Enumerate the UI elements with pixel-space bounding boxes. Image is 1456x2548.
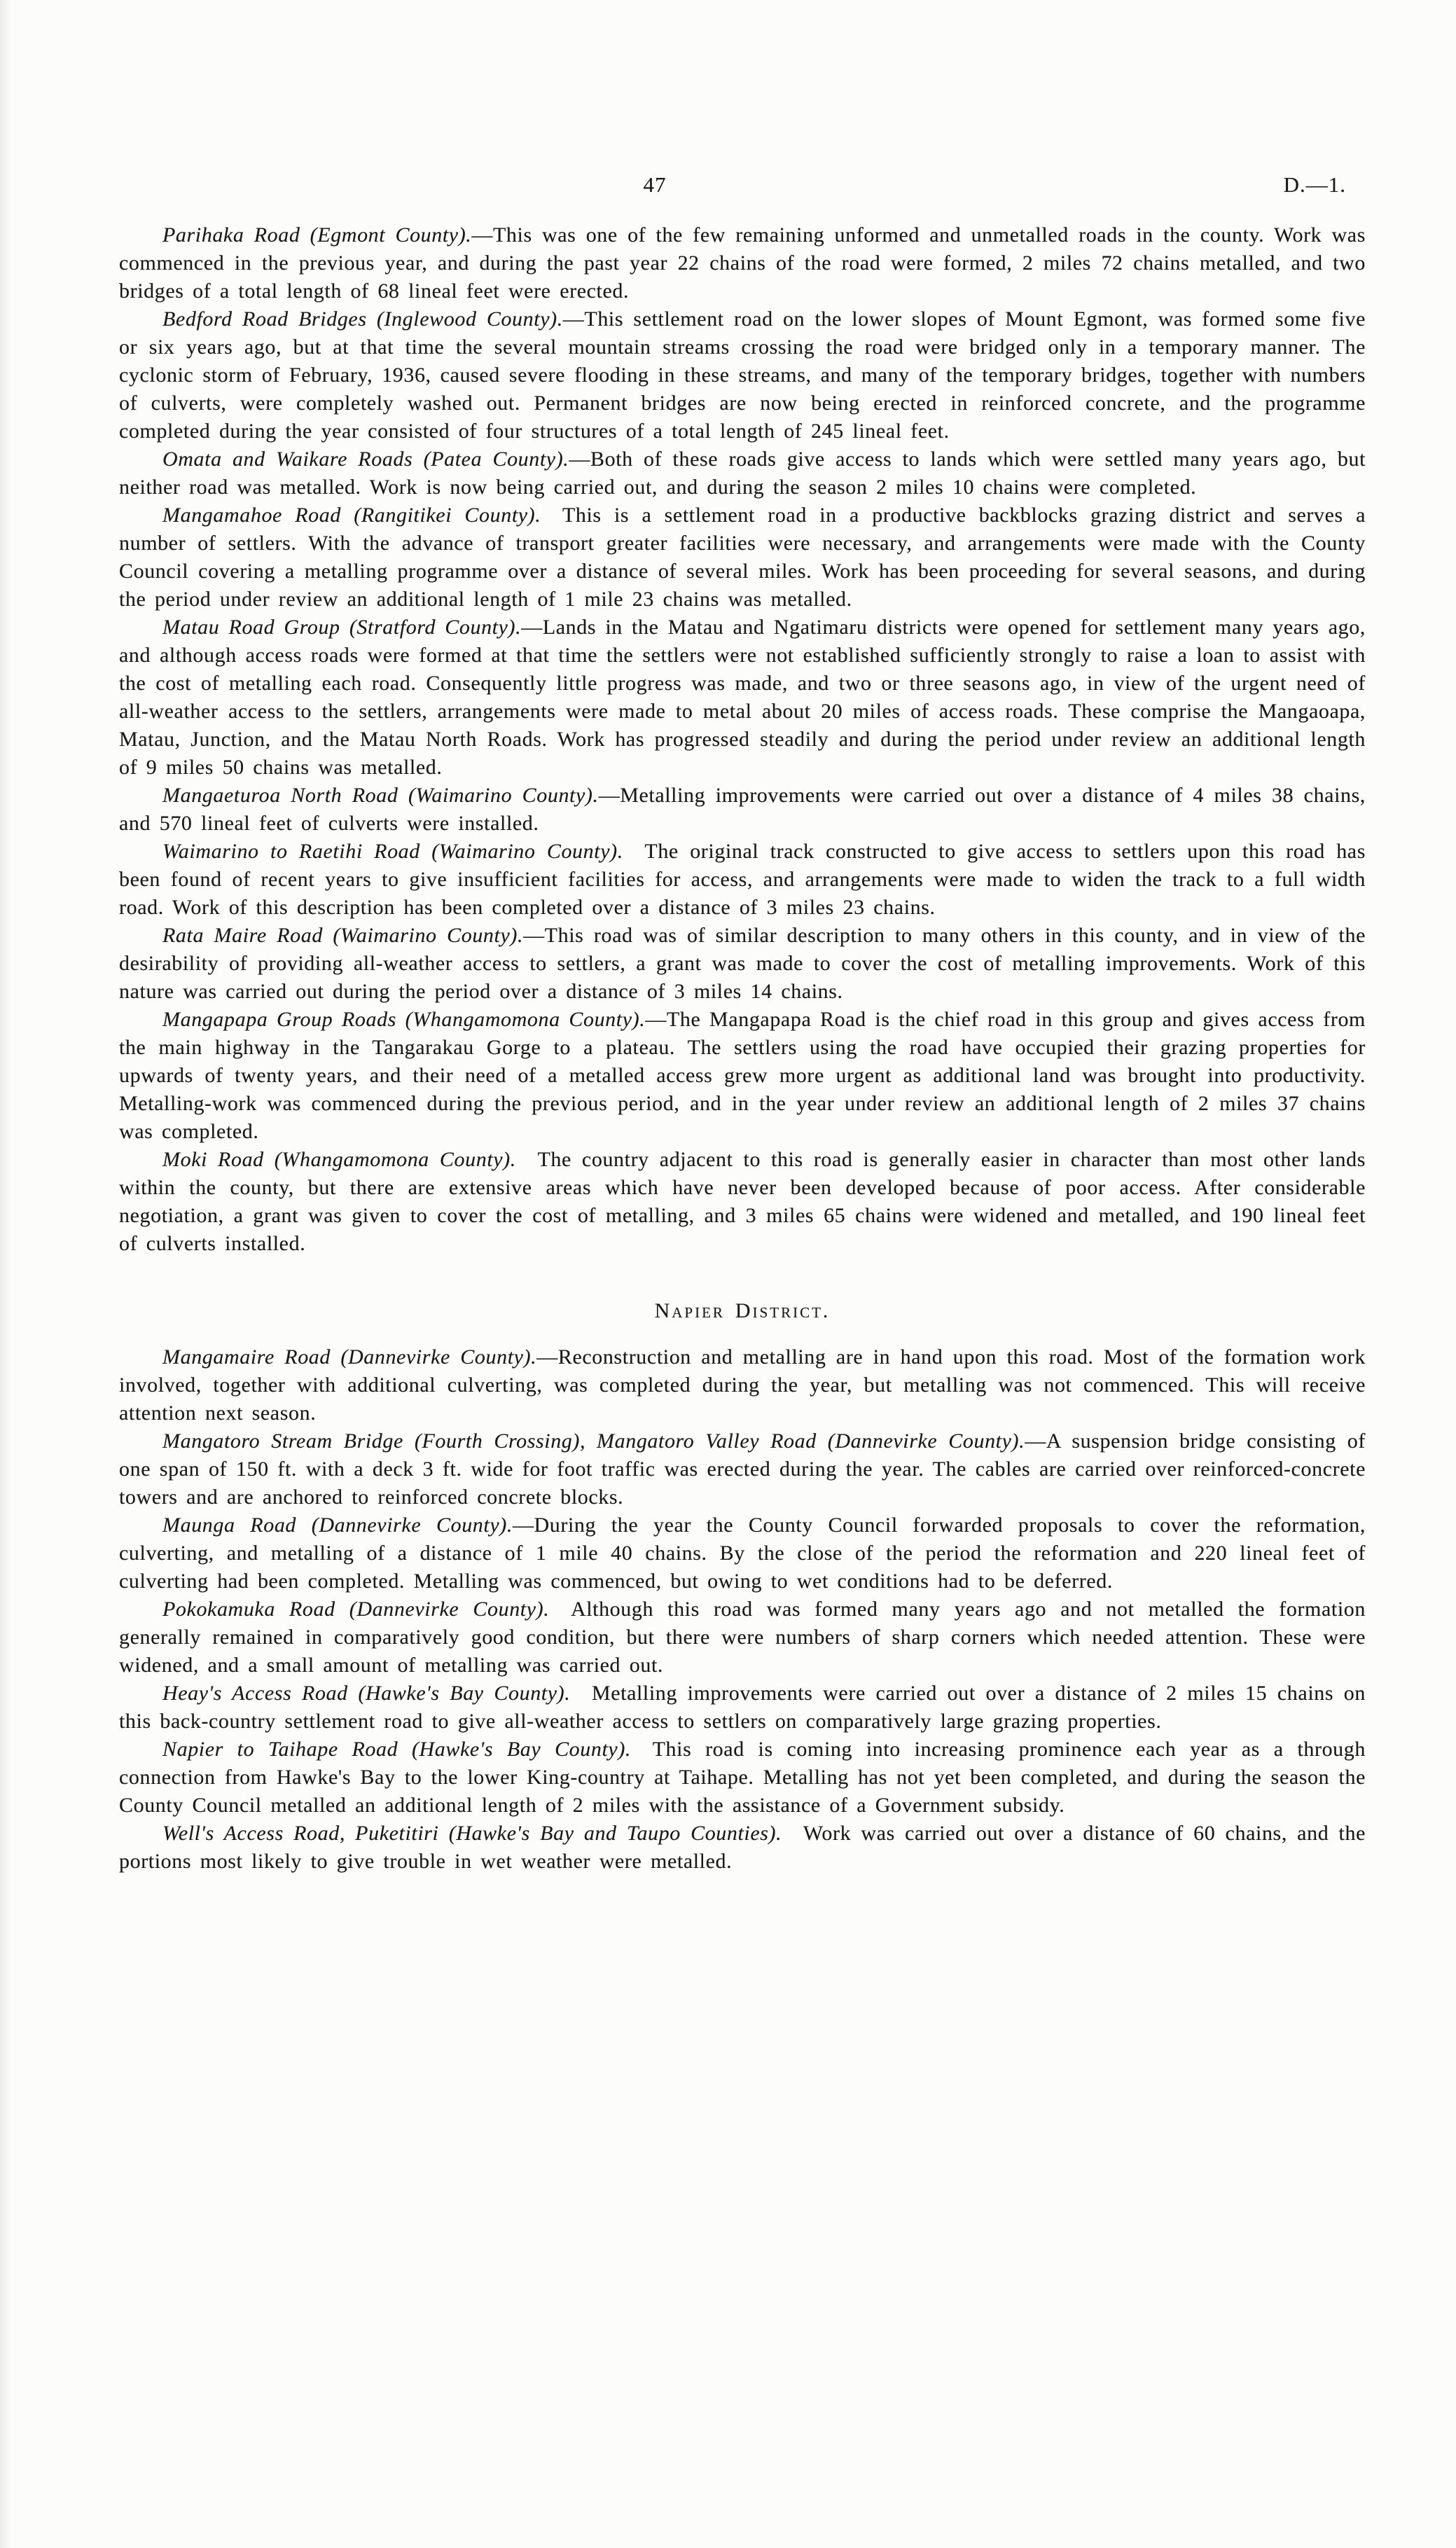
road-name-lead: Matau Road Group (Stratford County).	[162, 616, 522, 639]
road-name-lead: Omata and Waikare Roads (Patea County).	[162, 448, 569, 471]
paragraph-body: —This settlement road on the lower slopes of Mount Egmont, was formed some five or six years ago, but at that time the several mountain streams crossing the road were bridged only in a temporary manner. The cyclonic storm of February, 1936, caused severe flooding in these streams, and many of the temporary bridges, together with numbers of culverts, were completely washed out. Permanent bridges are now being erected in reinforced concrete, and the programme completed during the year consisted of four structures of a total length of 245 lineal feet.	[119, 307, 1366, 443]
paragraph-body: —Metalling improvements were carried out over a distance of 4 miles 38 chains, and 570 lineal feet of culverts were installed.	[119, 784, 1366, 835]
section-heading-napier-district: Napier District.	[654, 1299, 831, 1322]
paragraph-body: —The Mangapapa Road is the chief road in this group and gives access from the main highway in the Tangarakau Gorge to a plateau. The settlers using the road have occupied their grazing properties for upwards of twenty years, and their need of a metalled access grew more urgent as additional land was brought into productivity. Metalling-work was commenced during the previous period, and in the year under review an additional length of 2 miles 37 chains was completed.	[119, 1008, 1366, 1143]
paragraph-body: Work was carried out over a distance of 60 chains, and the portions most likely to give trouble in wet weather were metalled.	[119, 1822, 1366, 1873]
road-paragraph	[119, 1511, 1366, 1595]
road-paragraph	[119, 221, 1366, 305]
road-name-lead: Maunga Road (Dannevirke County).	[162, 1514, 513, 1537]
page-header	[119, 172, 1366, 205]
road-name-lead: Parihaka Road (Egmont County).	[162, 223, 472, 247]
road-name-lead: Mangapapa Group Roads (Whangamomona County).	[162, 1008, 646, 1031]
road-paragraph	[119, 782, 1366, 838]
paragraph-body: This is a settlement road in a productive backblocks grazing district and serves a number of settlers. With the advance of transport greater facilities were necessary, and arrangements were made with the County Council covering a metalling programme over a distance of several miles. Work has been proceeding for several seasons, and during the period under review an additional length of 1 mile 23 chains was metalled.	[119, 504, 1366, 611]
road-paragraph	[119, 1343, 1366, 1427]
road-name-lead: Mangatoro Stream Bridge (Fourth Crossing), Mangatoro Valley Road (Dannevirke County).	[162, 1429, 1025, 1453]
road-paragraph	[119, 614, 1366, 782]
road-paragraph	[119, 1595, 1366, 1680]
road-paragraph	[119, 1146, 1366, 1258]
road-name-lead: Well's Access Road, Puketitiri (Hawke's Bay and Taupo Counties).	[162, 1822, 782, 1845]
road-name-lead: Pokokamuka Road (Dannevirke County).	[162, 1598, 550, 1621]
paragraph-body: Metalling improvements were carried out over a distance of 2 miles 15 chains on this back-country settlement road to give all-weather access to settlers on comparatively large grazing properties.	[119, 1682, 1366, 1733]
paragraph-body: The country adjacent to this road is generally easier in character than most other lands within the county, but there are extensive areas which have never been developed because of poor access. After considerable negotiation, a grant was given to cover the cost of metalling, and 3 miles 65 chains were widened and metalled, and 190 lineal feet of culverts installed.	[119, 1148, 1366, 1255]
road-paragraph	[119, 1006, 1366, 1146]
road-name-lead: Mangamahoe Road (Rangitikei County).	[162, 504, 541, 527]
paragraph-body: This road is coming into increasing prominence each year as a through connection from Hawke's Bay to the lower King-country at Taihape. Metalling has not yet been completed, and during the season the County Council metalled an additional length of 2 miles with the assistance of a Government subsidy.	[119, 1738, 1366, 1817]
paragraph-body: —Reconstruction and metalling are in hand upon this road. Most of the formation work involved, together with additional culverting, was completed during the year, but metalling was not commenced. This will receive attention next season.	[119, 1345, 1366, 1425]
road-paragraph	[119, 305, 1366, 445]
road-name-lead: Moki Road (Whangamomona County).	[162, 1148, 516, 1171]
road-name-lead: Waimarino to Raetihi Road (Waimarino County).	[162, 840, 623, 863]
road-name-lead: Bedford Road Bridges (Inglewood County).	[162, 307, 563, 331]
road-name-lead: Mangamaire Road (Dannevirke County).	[162, 1345, 537, 1369]
paragraph-body: —Both of these roads give access to lands which were settled many years ago, but neither road was metalled. Work is now being carried out, and during the season 2 miles 10 chains were completed.	[119, 448, 1366, 499]
road-name-lead: Rata Maire Road (Waimarino County).	[162, 924, 524, 947]
paragraph-body: —Lands in the Matau and Ngatimaru districts were opened for settlement many years ago, and although access roads were formed at that time the settlers were not established sufficiently strongly to raise a loan to assist with the cost of metalling each road. Consequently little progress was made, and two or three seasons ago, in view of the urgent need of all-weather access to the settlers, arrangements were made to metal about 20 miles of access roads. These comprise the Mangaoapa, Matau, Junction, and the Matau North Roads. Work has progressed steadily and during the period under review an additional length of 9 miles 50 chains was metalled.	[119, 616, 1366, 779]
road-paragraph	[119, 922, 1366, 1006]
paragraph-body: —This road was of similar description to many others in this county, and in view of the desirability of providing all-weather access to settlers, a grant was made to cover the cost of metalling improvements. Work of this nature was carried out during the period over a distance of 3 miles 14 chains.	[119, 924, 1366, 1003]
road-paragraph	[119, 501, 1366, 614]
road-name-lead: Heay's Access Road (Hawke's Bay County).	[162, 1682, 571, 1705]
road-paragraph	[119, 1427, 1366, 1511]
paragraph-body: —During the year the County Council forwarded proposals to cover the reformation, culverting, and metalling of a distance of 1 mile 40 chains. By the close of the period the reformation and 220 lineal feet of culverting had been completed. Metalling was commenced, but owing to wet conditions had to be deferred.	[119, 1514, 1366, 1593]
document-body	[119, 221, 1366, 1876]
road-paragraph	[119, 838, 1366, 922]
paragraph-body: The original track constructed to give access to settlers upon this road has been found of recent years to give insufficient facilities for access, and arrangements were made to widen the track to a full width road. Work of this description has been completed over a distance of 3 miles 23 chains.	[119, 840, 1366, 919]
paragraph-body: —This was one of the few remaining unformed and unmetalled roads in the county. Work was commenced in the previous year, and during the past year 22 chains of the road were formed, 2 miles 72 chains metalled, and two bridges of a total length of 68 lineal feet were erected.	[119, 223, 1366, 303]
paragraph-body: —A suspension bridge consisting of one span of 150 ft. with a deck 3 ft. wide for foot traffic was erected during the year. The cables are carried over reinforced-concrete towers and are anchored to reinforced concrete blocks.	[119, 1429, 1366, 1509]
doc-reference: D.—1.	[1283, 172, 1346, 197]
page-number: 47	[643, 172, 667, 197]
paragraph-body: Although this road was formed many years ago and not metalled the formation generally remained in comparatively good condition, but there were numbers of sharp corners which needed attention. These were widened, and a small amount of metalling was carried out.	[119, 1598, 1366, 1677]
road-name-lead: Mangaeturoa North Road (Waimarino County).	[162, 784, 599, 807]
road-name-lead: Napier to Taihape Road (Hawke's Bay County).	[162, 1738, 632, 1761]
road-paragraph	[119, 1820, 1366, 1876]
road-paragraph	[119, 445, 1366, 501]
road-paragraph	[119, 1680, 1366, 1736]
road-paragraph	[119, 1736, 1366, 1820]
